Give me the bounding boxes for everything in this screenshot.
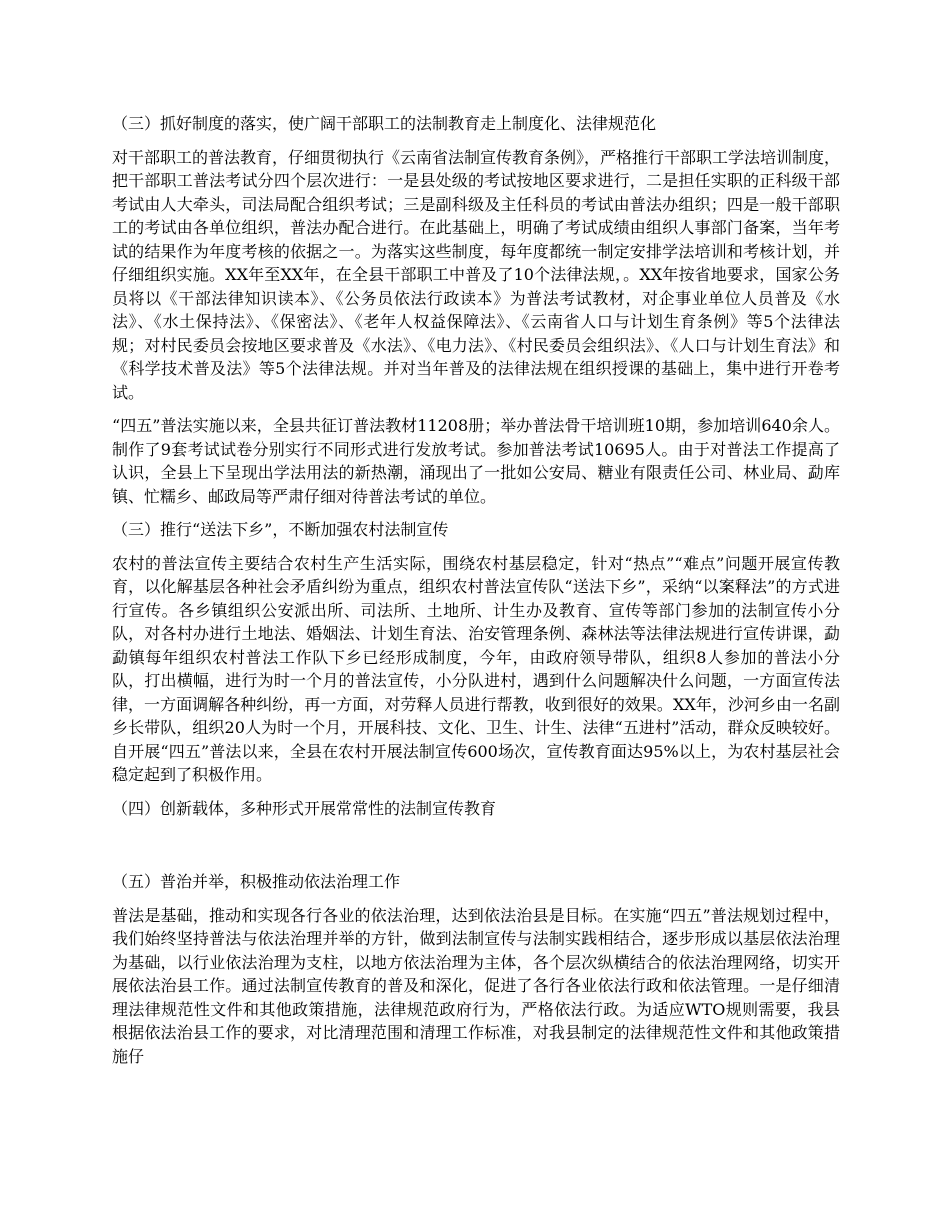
paragraph-cadre-education: 对干部职工的普法教育，仔细贯彻执行《云南省法制宣传教育条例》，严格推行干部职工学法培训制度，把干部职工普法考试分四个层次进行：一是县处级的考试按地区要求进行，二是担任实职的正科级干部考试由人大牵头，司法局配合组织考试；三是副科级及主任科员的考试由普法办组织；四是一般干部职工的考试由各单位组织，普法办配合进行。在此基础上，明确了考试成绩由组织人事部门备案，当年考试的结果作为年度考核的依据之一。为落实这些制度，每年度都统一制定安排学法培训和考核计划，并仔细组织实施。XX年至XX年，在全县干部职工中普及了10个法律法规，。XX年按省地要求，国家公务员将以《干部法律知识读本》、《公务员依法行政读本》为普法考试教材，对企事业单位人员普及《水法》、《水土保持法》、《保密法》、《老年人权益保障法》、《云南省人口与计划生育条例》等5个法律法规；对村民委员会按地区要求普及《水法》、《电力法》、《村民委员会组织法》、《人口与计划生育法》和《科学技术普及法》等5个法律法规。并对当年普及的法律法规在组织授课的基础上，集中进行开卷考试。 xyxy=(112,147,841,402)
paragraph-rural-publicity: 农村的普法宣传主要结合农村生产生活实际，围绕农村基层稳定，针对“热点”“难点”问题开展宣传教育，以化解基层各种社会矛盾纠纷为重点，组织农村普法宣传队“送法下乡”，采纳“以案释法”的方式进行宣传。各乡镇组织公安派出所、司法所、土地所、计生办及教育、宣传等部门参加的法制宣传小分队，对各村办进行土地法、婚姻法、计划生育法、治安管理条例、森林法等法律法规进行宣传讲课，勐勐镇每年组织农村普法工作队下乡已经形成制度，今年，由政府领导带队，组织8人参加的普法小分队，打出横幅，进行为时一个月的普法宣传，小分队进村，遇到什么问题解决什么问题，一方面宣传法律，一方面调解各种纠纷，再一方面，对劳释人员进行帮教，收到很好的效果。XX年，沙河乡由一名副乡长带队，组织20人为时一个月，开展科技、文化、卫生、计生、法律“五进村”活动，群众反映较好。自开展“四五”普法以来，全县在农村开展法制宣传600场次，宣传教育面达95%以上，为农村基层社会稳定起到了积极作用。 xyxy=(112,553,840,784)
section-heading-governance: （五）普治并举，积极推动依法治理工作 xyxy=(112,872,401,891)
section-heading-law-to-countryside: （三）推行“送法下乡”，不断加强农村法制宣传 xyxy=(112,520,449,539)
document-page xyxy=(112,112,840,1078)
paragraph-governance-by-law: 普法是基础，推动和实现各行各业的依法治理，达到依法治县是目标。在实施“四五”普法规划过程中，我们始终坚持普法与依法治理并举的方针，做到法制宣传与法制实践相结合，逐步形成以基层依法治理为基础，以行业依法治理为支柱，以地方依法治理为主体，各个层次纵横结合的依法治理网络，切实开展依法治县工作。通过法制宣传教育的普及和深化，促进了各行各业依法行政和依法管理。一是仔细清理法律规范性文件和其他政策措施，法律规范政府行为，严格依法行政。为适应WTO规则需要，我县根据依法治县工作的要求，对比清理范围和清理工作标准，对我县制定的法律规范性文件和其他政策措施仔 xyxy=(112,905,840,1066)
blank-gap xyxy=(112,830,840,870)
paragraph-fourth-five-statistics: “四五”普法实施以来，全县共征订普法教材11208册；举办普法骨干培训班10期，参加培训640余人。制作了9套考试试卷分别实行不同形式进行发放考试。参加普法考试10695人。由于对普法工作提高了认识，全县上下呈现出学法用法的新热潮，涌现出了一批如公安局、糖业有限责任公司、林业局、勐库镇、忙糯乡、邮政局等严肃仔细对待普法考试的单位。 xyxy=(112,416,840,506)
section-heading-innovative-carriers: （四）创新载体，多种形式开展常常性的法制宣传教育 xyxy=(112,798,497,818)
section-heading-implement-system: （三）抓好制度的落实，使广阔干部职工的法制教育走上制度化、法律规范化 xyxy=(112,114,657,133)
